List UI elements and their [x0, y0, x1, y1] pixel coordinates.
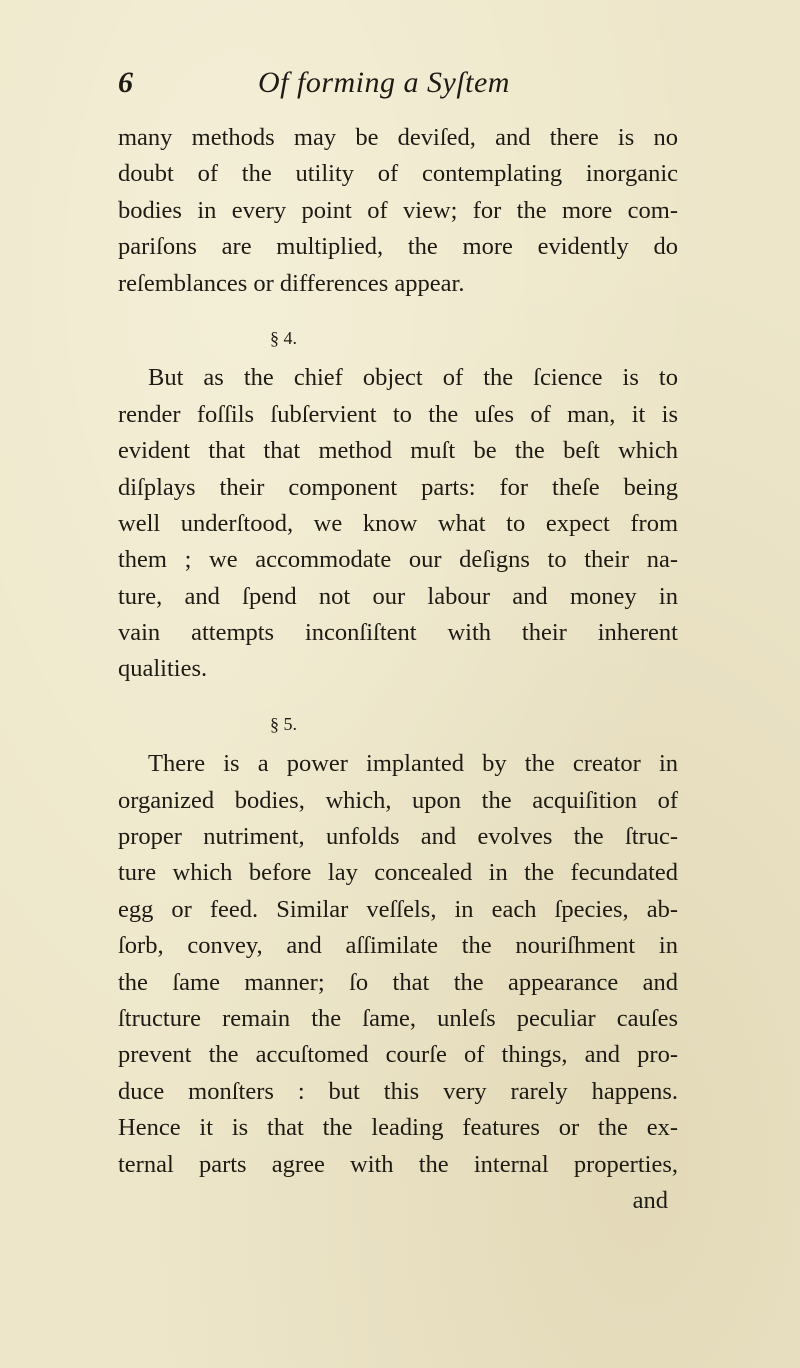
text-line: the ſame manner; ſo that the appearance and [118, 968, 678, 996]
text-line: duce monſters : but this very rarely happens. [118, 1077, 678, 1105]
text-line: well underſtood, we know what to expect from [118, 509, 678, 537]
text-line: prevent the accuſtomed courſe of things, and pro- [118, 1041, 678, 1069]
text-line: reſemblances or differences appear. [118, 269, 465, 297]
section-heading-5: § 5. [270, 713, 297, 734]
paragraph-section-4 [118, 360, 678, 688]
text-line: ternal parts agree with the internal properties, [118, 1150, 678, 1178]
body-text [118, 120, 678, 1219]
text-line: qualities. [118, 655, 208, 683]
text-line: But as the chief object of the ſcience is to [148, 364, 678, 392]
text-line: vain attempts inconſiſtent with their inherent [118, 619, 678, 647]
text-line: Hence it is that the leading features or the ex- [118, 1114, 678, 1142]
text-line: ture which before lay concealed in the fecundated [118, 859, 678, 887]
running-title: Of forming a Syſtem [258, 66, 510, 99]
text-line: organized bodies, which, upon the acquiſition of [118, 786, 678, 814]
text-line: evident that that method muſt be the beſt which [118, 437, 678, 465]
text-line: doubt of the utility of contemplating inorganic [118, 160, 678, 188]
text-line: ture, and ſpend not our labour and money in [118, 582, 678, 610]
paragraph-continued [118, 120, 678, 302]
section-heading-4: § 4. [270, 327, 297, 348]
text-line: diſplays their component parts: for theſe being [118, 473, 678, 501]
text-line: ſorb, convey, and aſſimilate the nouriſhment in [118, 932, 678, 960]
text-line: bodies in every point of view; for the more com- [118, 196, 678, 224]
paragraph-section-5 [118, 746, 678, 1183]
text-line: egg or feed. Similar veſſels, in each ſpecies, ab- [118, 895, 678, 923]
text-line: ſtructure remain the ſame, unleſs peculiar cauſes [118, 1004, 678, 1032]
text-line: them ; we accommodate our deſigns to their na- [118, 546, 678, 574]
text-line: There is a power implanted by the creator in [148, 750, 678, 778]
catchword: and [632, 1186, 668, 1214]
text-line: many methods may be deviſed, and there is no [118, 124, 678, 151]
text-line: proper nutriment, unfolds and evolves the ſtruc- [118, 823, 678, 851]
text-line: pariſons are multiplied, the more evidently do [118, 233, 678, 261]
running-head [118, 66, 678, 106]
page-number: 6 [118, 66, 133, 99]
text-line: render foſſils ſubſervient to the uſes of man, it is [118, 400, 678, 428]
